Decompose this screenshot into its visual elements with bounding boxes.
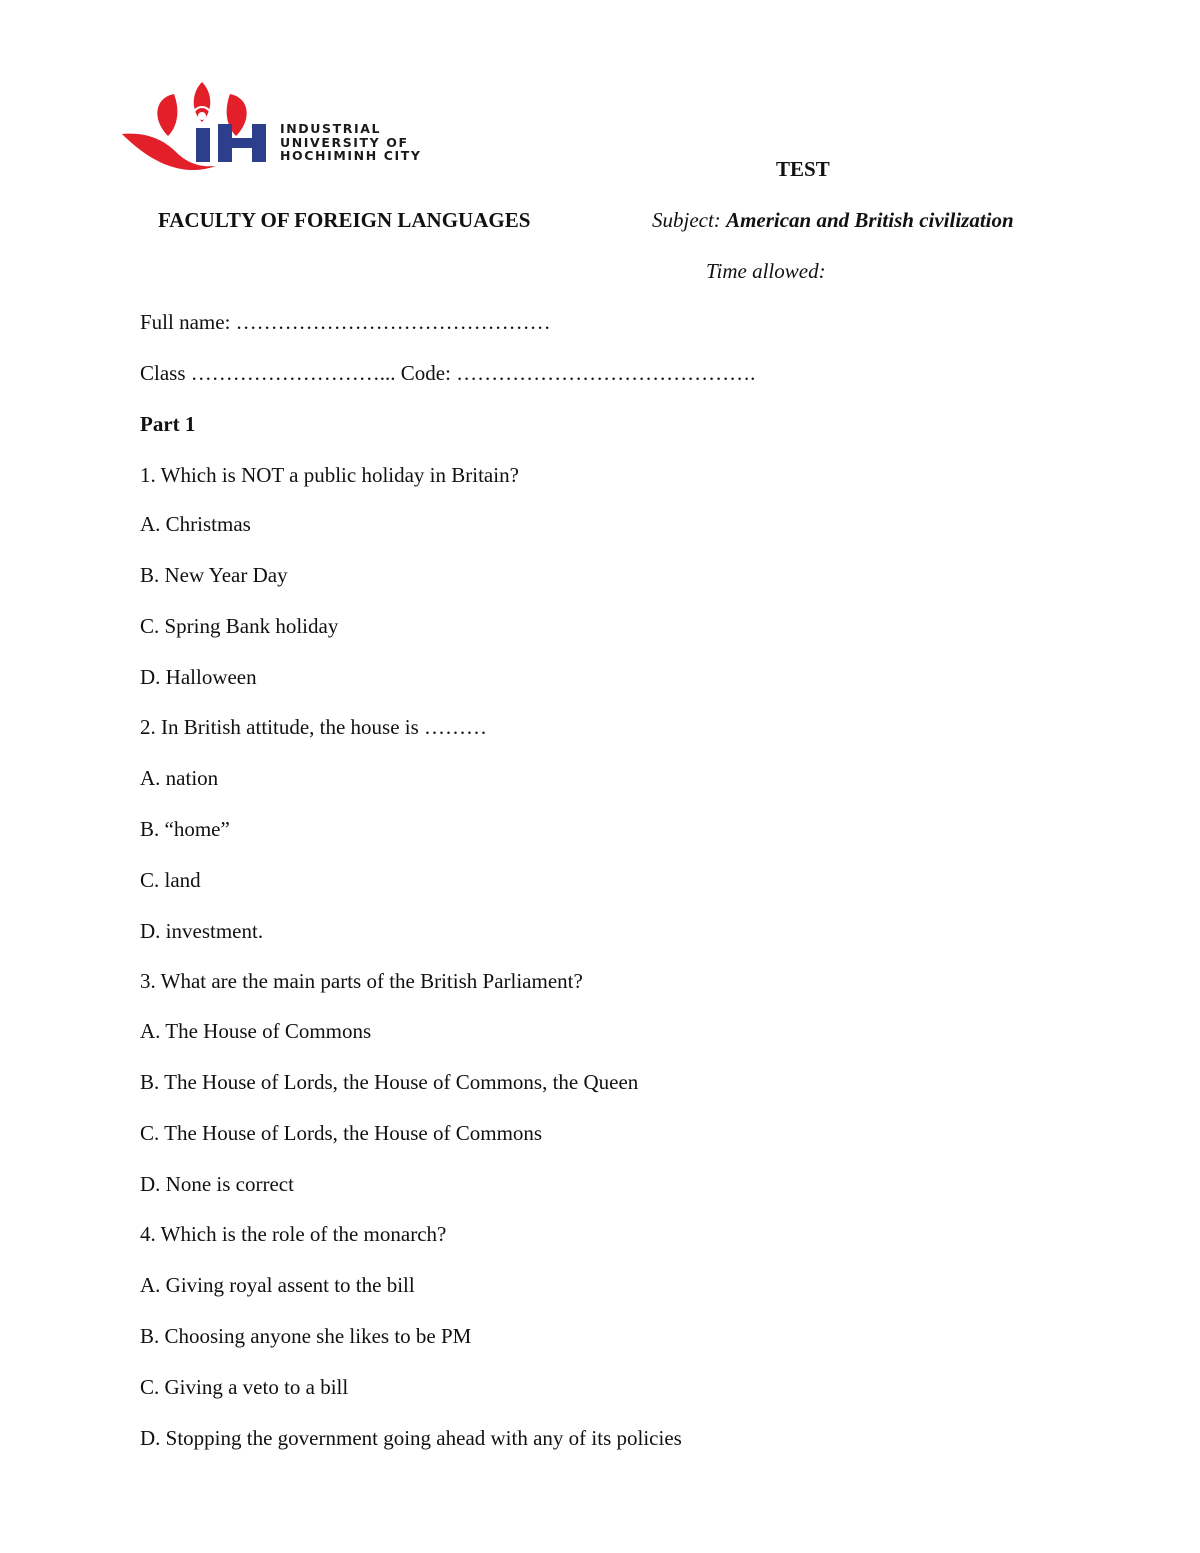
part-heading: Part 1 bbox=[140, 412, 196, 436]
test-title: TEST bbox=[776, 157, 830, 181]
question-text: 4. Which is the role of the monarch? bbox=[140, 1222, 447, 1246]
answer-option: D. investment. bbox=[140, 919, 264, 943]
answer-option: D. None is correct bbox=[140, 1172, 294, 1196]
answer-option: C. The House of Lords, the House of Commons bbox=[140, 1121, 543, 1145]
university-name bbox=[280, 122, 422, 163]
question-text: 3. What are the main parts of the British Parliament? bbox=[140, 969, 583, 993]
subject-line bbox=[652, 207, 1014, 233]
university-name-line: UNIVERSITY OF bbox=[280, 134, 409, 150]
answer-option: B. The House of Lords, the House of Commons, the Queen bbox=[140, 1070, 639, 1094]
time-allowed: Time allowed: bbox=[706, 259, 826, 283]
full-name-field: Full name: ……………………………………… bbox=[140, 310, 551, 334]
faculty-name: FACULTY OF FOREIGN LANGUAGES bbox=[158, 208, 531, 232]
answer-option: C. Giving a veto to a bill bbox=[140, 1375, 349, 1399]
answer-option: C. Spring Bank holiday bbox=[140, 614, 339, 638]
answer-option: A. Christmas bbox=[140, 512, 251, 536]
university-logo bbox=[104, 76, 444, 180]
answer-option: B. “home” bbox=[140, 817, 230, 841]
answer-option: A. The House of Commons bbox=[140, 1019, 372, 1043]
answer-option: D. Halloween bbox=[140, 665, 257, 689]
university-name-line: HOCHIMINH CITY bbox=[280, 148, 422, 163]
answer-option: D. Stopping the government going ahead with any of its policies bbox=[140, 1426, 682, 1450]
lotus-ih-emblem bbox=[104, 76, 284, 180]
subject-label: Subject: bbox=[652, 208, 721, 232]
answer-option: A. nation bbox=[140, 766, 219, 790]
university-name-line: INDUSTRIAL bbox=[280, 121, 382, 136]
answer-option: B. New Year Day bbox=[140, 563, 288, 587]
answer-option: C. land bbox=[140, 868, 201, 892]
subject-value: American and British civilization bbox=[726, 208, 1014, 232]
question-text: 1. Which is NOT a public holiday in Britain? bbox=[140, 463, 519, 487]
class-code-field: Class ………………………... Code: ……………………………………. bbox=[140, 361, 756, 385]
answer-option: B. Choosing anyone she likes to be PM bbox=[140, 1324, 472, 1348]
answer-option: A. Giving royal assent to the bill bbox=[140, 1273, 415, 1297]
question-text: 2. In British attitude, the house is ……… bbox=[140, 715, 488, 739]
